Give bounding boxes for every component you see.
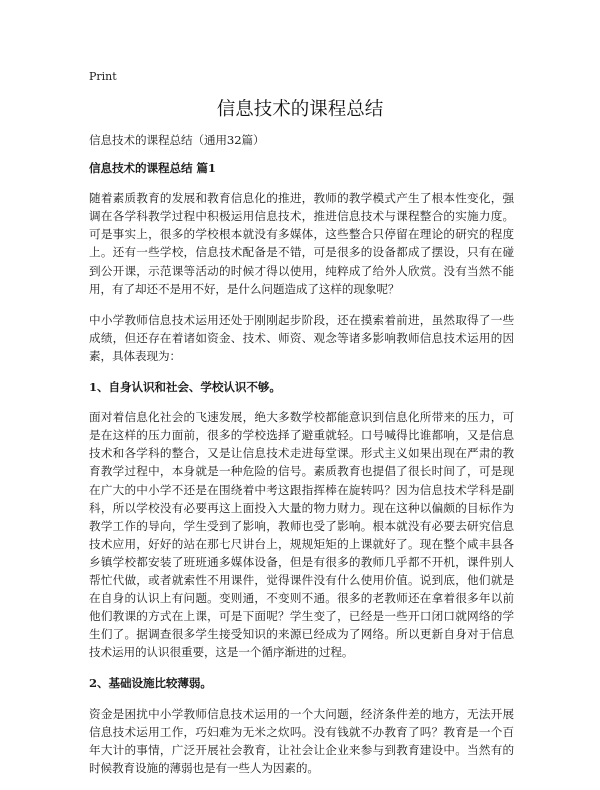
print-link[interactable]: Print bbox=[89, 70, 117, 83]
article-subtitle: 信息技术的课程总结（通用32篇） bbox=[89, 133, 265, 147]
section-heading: 信息技术的课程总结 篇1 bbox=[89, 161, 216, 176]
paragraph: 资金是困扰中小学教师信息技术运用的一个大问题，经济条件差的地方，无法开展信息技术运用工作，巧妇难为无米之炊吗。没有钱就不办教育了吗？教育是一个百年大计的事情，广泛开展社会教育，让社会让企业来参与到教育建设中。当然有的时候教育设施的薄弱也是有一些人为因素的。 bbox=[89, 706, 514, 775]
sub-heading: 1、自身认识和社会、学校认识不够。 bbox=[89, 380, 281, 395]
article-body bbox=[89, 131, 514, 790]
sub-heading: 2、基础设施比较薄弱。 bbox=[89, 676, 212, 691]
paragraph: 随着素质教育的发展和教育信息化的推进，教师的教学模式产生了根本性变化，强调在各学科教学过程中积极运用信息技术，推进信息技术与课程整合的实施力度。可是事实上，很多的学校根本就没有多媒体，这些整合只停留在理论的研究的程度上。还有一些学校，信息技术配备是不错，可是很多的设备都成了摆设，只有在碰到公开课，示范课等活动的时候才得以使用，纯粹成了给外人欣赏。没有当然不能用，有了却还不是用不好，是什么问题造成了这样的现象呢？ bbox=[89, 191, 514, 296]
paragraph: 中小学教师信息技术运用还处于刚刚起步阶段，还在摸索着前进，虽然取得了一些成绩，但还存在着诸如资金、技术、师资、观念等诸多影响教师信息技术运用的因素，具体表现为： bbox=[89, 312, 514, 363]
paragraph: 面对着信息化社会的飞速发展，绝大多数学校都能意识到信息化所带来的压力，可是在这样的压力面前，很多的学校选择了避重就轻。口号喊得比谁都响，又是信息技术和各学科的整合，又是让信息技术走进每堂课。形式主义如果出现在严肃的教育教学过程中，本身就是一种危险的信号。素质教育也提倡了很长时间了，可是现在广大的中小学不还是在围绕着中考这跟指挥棒在旋转吗？因为信息技术学科是副科，所以学校没有必要再这上面投入大量的物力财力。现在这种以偏颇的目标作为教学工作的导向，学生受到了影响，教师也受了影响。根本就没有必要去研究信息技术应用，好好的站在那七尺讲台上，规规矩矩的上课就好了。现在整个咸丰县各乡镇学校都安装了班班通多媒体设备，但是有很多的教师几乎都不开机，课件别人帮忙代做，或者就索性不用课件，觉得课件没有什么使用价值。说到底，他们就是在自身的认识上有问题。变则通，不变则不通。很多的老教师还在拿着很多年以前他们教课的方式在上课，可是下面呢？学生变了，已经是一些开口闭口就网络的学生们了。据调查很多学生接受知识的来源已经成为了网络。所以更新自身对于信息技术运用的认识很重要，这是一个循序渐进的过程。 bbox=[89, 410, 514, 660]
page-title: 信息技术的课程总结 bbox=[216, 99, 384, 120]
